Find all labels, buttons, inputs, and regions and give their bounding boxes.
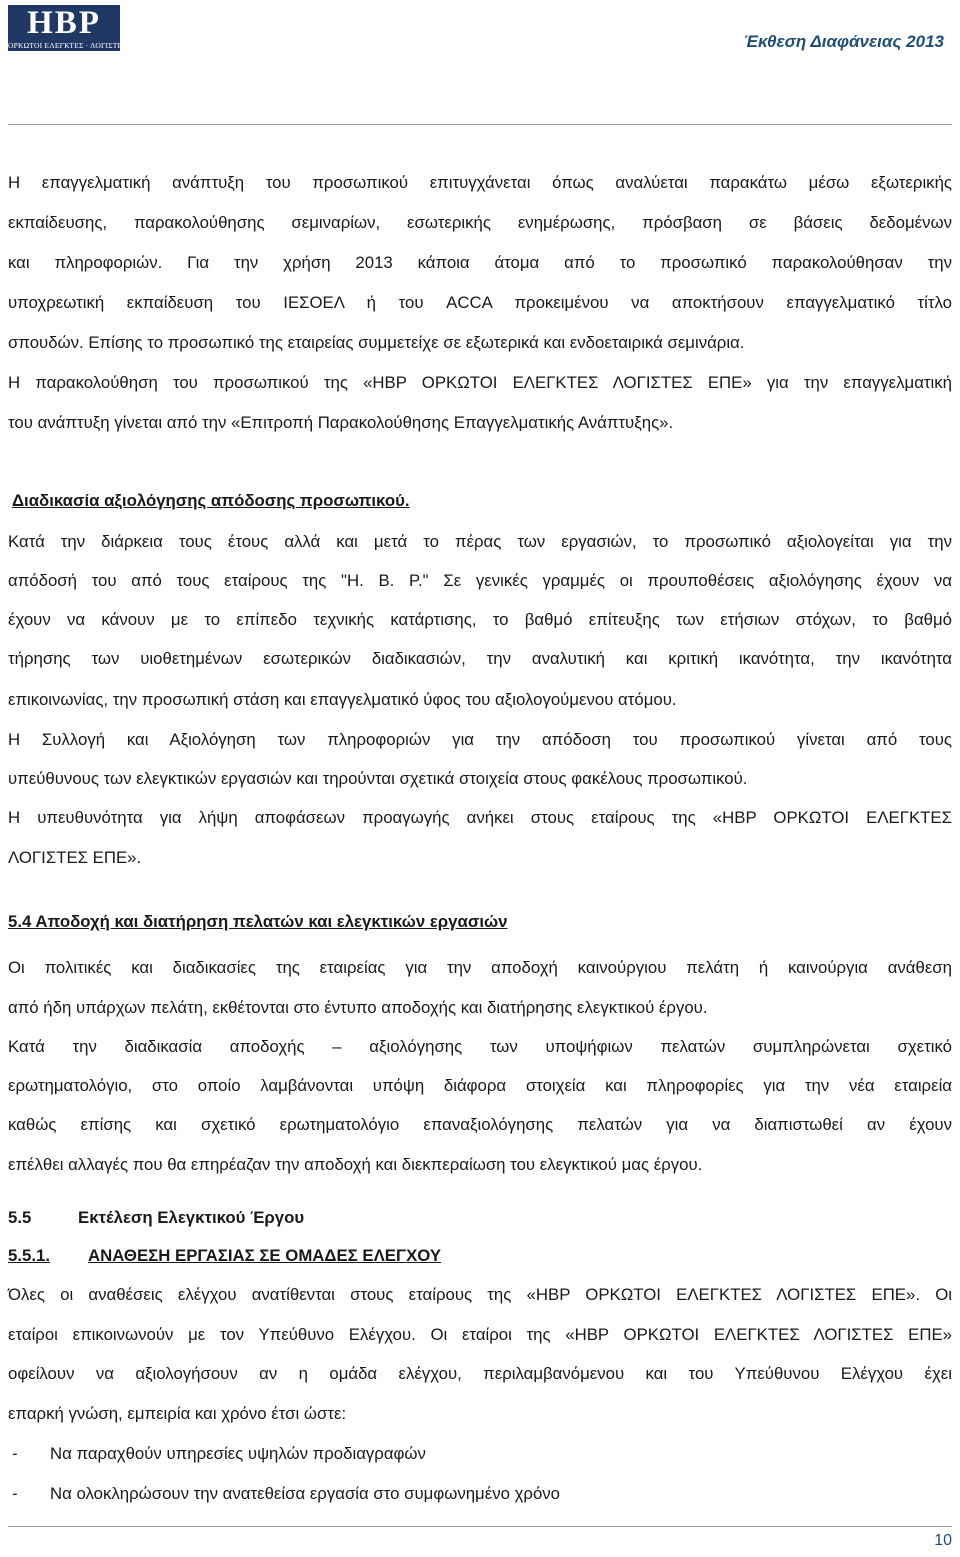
- logo-subtitle: ΟΡΚΩΤΟΙ ΕΛΕΓΚΤΕΣ · ΛΟΓΙΣΤΕΣ: [8, 41, 127, 50]
- body-line: επαρκή γνώση, εμπειρία και χρόνο έτσι ώστε:: [8, 1404, 347, 1423]
- body-line: καθώς επίσης και σχετικό ερωτηματολόγιο επαναξιολόγησης πελατών για να διαπιστωθεί αν έχουν: [8, 1115, 952, 1134]
- body-line: ερωτηματολόγιο, στο οποίο λαμβάνονται υπόψη διάφορα στοιχεία και πληροφορίες για την νέα εταιρεία: [8, 1076, 952, 1095]
- section-heading-5-5-1: [8, 1246, 441, 1266]
- list-item: [12, 1484, 560, 1504]
- body-line: του ανάπτυξη γίνεται από την «Επιτροπή Παρακολούθησης Επαγγελματικής Ανάπτυξης».: [8, 413, 674, 432]
- logo-text: HBP: [27, 5, 101, 41]
- body-line: Όλες οι αναθέσεις ελέγχου ανατίθενται στους εταίρους της «HBP ΟΡΚΩΤΟΙ ΕΛΕΓΚΤΕΣ ΛΟΓΙΣΤΕΣ ΕΠΕ». Οι: [8, 1285, 952, 1304]
- section-heading-5-5: [8, 1208, 304, 1228]
- subheading-evaluation: Διαδικασία αξιολόγησης απόδοσης προσωπικού.: [12, 491, 410, 510]
- header-divider: [8, 124, 952, 125]
- section-number: 5.5.1.: [8, 1246, 50, 1265]
- list-item-text: Να ολοκληρώσουν την ανατεθείσα εργασία στο συμφωνημένο χρόνο: [50, 1484, 561, 1503]
- body-line: Οι πολιτικές και διαδικασίες της εταιρείας για την αποδοχή καινούργιου πελάτη ή καινούργια ανάθεση: [8, 958, 952, 977]
- body-line: έχουν να κάνουν με το επίπεδο τεχνικής κατάρτισης, το βαθμό επίτευξης των ετήσιων στόχων, το βαθμό: [8, 610, 952, 629]
- bullet-dash: -: [12, 1444, 18, 1463]
- section-heading-5-4: 5.4 Αποδοχή και διατήρηση πελατών και ελεγκτικών εργασιών: [8, 912, 508, 931]
- list-item-text: Να παραχθούν υπηρεσίες υψηλών προδιαγραφών: [50, 1444, 426, 1463]
- body-line: υποχρεωτική εκπαίδευση του ΙΕΣΟΕΛ ή του ACCA προκειμένου να αποκτήσουν επαγγελματικό τίτλο: [8, 293, 952, 312]
- body-line: από ήδη υπάρχων πελάτη, εκθέτονται στο έντυπο αποδοχής και διατήρησης ελεγκτικού έργου.: [8, 998, 708, 1017]
- body-line: οφείλουν να αξιολογήσουν αν η ομάδα ελέγχου, περιλαμβανόμενου και του Υπεύθυνου Ελέγχου έχει: [8, 1364, 952, 1383]
- body-line: απόδοσή του από τους εταίρους της "Η. Β. Ρ." Σε γενικές γραμμές οι προυποθέσεις αξιολόγησης έχουν να: [8, 571, 952, 590]
- body-line: Κατά την διάρκεια τους έτους αλλά και μετά το πέρας των εργασιών, το προσωπικό αξιολογείται για την: [8, 532, 952, 551]
- body-line: εταίροι επικοινωνούν με τον Υπεύθυνο Ελέγχου. Οι εταίροι της «HBP ΟΡΚΩΤΟΙ ΕΛΕΓΚΤΕΣ ΛΟΓΙΣΤΕΣ ΕΠΕ»: [8, 1325, 952, 1344]
- body-line: και πληροφοριών. Για την χρήση 2013 κάποια άτομα από το προσωπικό παρακολούθησαν την: [8, 253, 952, 272]
- company-logo: [8, 5, 127, 51]
- section-title: ΑΝΑΘΕΣΗ ΕΡΓΑΣΙΑΣ ΣΕ ΟΜΑΔΕΣ ΕΛΕΓΧΟΥ: [88, 1246, 442, 1265]
- body-line: επικοινωνίας, την προσωπική στάση και επαγγελματικό ύφος του αξιολογούμενου ατόμου.: [8, 690, 677, 709]
- body-line: τήρησης των υιοθετημένων εσωτερικών διαδικασιών, την αναλυτική και κριτική ικανότητα, την ικανότητα: [8, 649, 952, 668]
- report-title: Έκθεση Διαφάνειας 2013: [743, 32, 944, 51]
- body-line: υπεύθυνους των ελεγκτικών εργασιών και τηρούνται σχετικά στοιχεία στους φακέλους προσωπικού.: [8, 769, 748, 788]
- list-item: [12, 1444, 426, 1464]
- body-line: ΛΟΓΙΣΤΕΣ ΕΠΕ».: [8, 848, 142, 867]
- body-line: Κατά την διαδικασία αποδοχής – αξιολόγησης των υποψήφιων πελατών συμπληρώνεται σχετικό: [8, 1037, 952, 1056]
- section-title: Εκτέλεση Ελεγκτικού Έργου: [78, 1208, 305, 1227]
- body-line: εκπαίδευσης, παρακολούθησης σεμιναρίων, εσωτερικής ενημέρωσης, πρόσβαση σε βάσεις δεδομένων: [8, 213, 952, 232]
- page-number: 10: [934, 1532, 952, 1549]
- body-line: Η επαγγελματική ανάπτυξη του προσωπικού επιτυγχάνεται όπως αναλύεται παρακάτω μέσω εξωτερικής: [8, 173, 952, 192]
- section-number: 5.5: [8, 1208, 32, 1227]
- body-line: σπουδών. Επίσης το προσωπικό της εταιρείας συμμετείχε σε εξωτερικά και ενδοεταιρικά σεμινάρια.: [8, 333, 745, 352]
- body-line: επέλθει αλλαγές που θα επηρέαζαν την αποδοχή και διεκπεραίωση του ελεγκτικού μας έργου.: [8, 1155, 703, 1174]
- body-line: Η υπευθυνότητα για λήψη αποφάσεων προαγωγής ανήκει στους εταίρους της «HBP ΟΡΚΩΤΟΙ ΕΛΕΓΚΤΕΣ: [8, 808, 952, 827]
- bullet-dash: -: [12, 1484, 18, 1503]
- body-line: Η Συλλογή και Αξιολόγηση των πληροφοριών για την απόδοση του προσωπικού γίνεται από τους: [8, 730, 952, 749]
- body-line: Η παρακολούθηση του προσωπικού της «HBP ΟΡΚΩΤΟΙ ΕΛΕΓΚΤΕΣ ΛΟΓΙΣΤΕΣ ΕΠΕ» για την επαγγελματική: [8, 373, 952, 392]
- footer-divider: [8, 1526, 952, 1527]
